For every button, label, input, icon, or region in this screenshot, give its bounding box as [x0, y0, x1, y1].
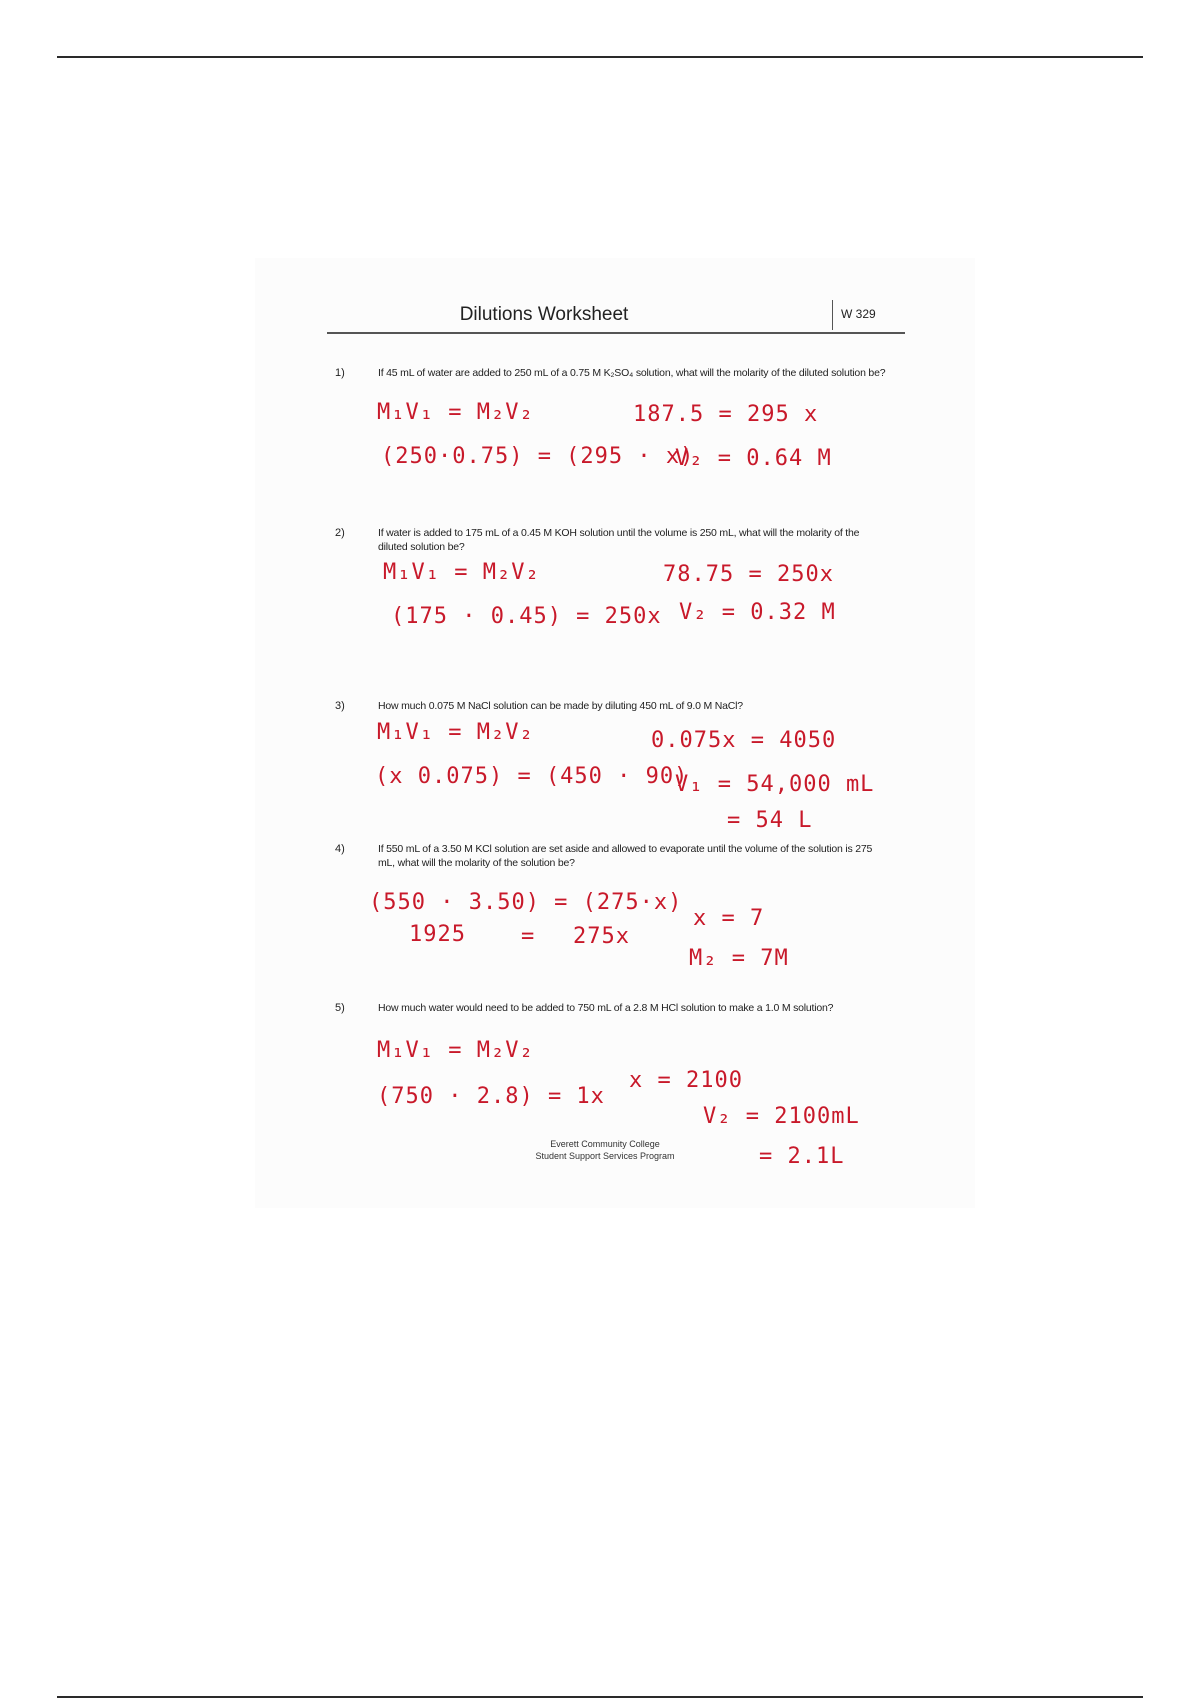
q5-work-x: x = 2100	[629, 1068, 743, 1093]
question-1-number: 1)	[335, 367, 345, 379]
question-4-text: If 550 mL of a 3.50 M KCl solution are set aside and allowed to evaporate until the volume of the solution is 275 mL, what will the molarity of the solution be?	[378, 843, 873, 869]
q2-work-eq: 78.75 = 250x	[663, 562, 834, 587]
q3-work-answer: V₁ = 54,000 mL	[675, 772, 875, 797]
footer-program: Student Support Services Program	[535, 1151, 675, 1161]
q5-work-answer-liters: = 2.1L	[759, 1144, 845, 1169]
title-underline	[327, 332, 905, 334]
question-5-number: 5)	[335, 1002, 345, 1014]
question-4-number: 4)	[335, 843, 345, 855]
q3-work-eq: 0.075x = 4050	[651, 728, 837, 753]
q2-work-formula: M₁V₁ = M₂V₂	[383, 560, 540, 585]
q5-work-setup: (750 · 2.8) = 1x	[377, 1084, 605, 1109]
q4-work-equals: =	[521, 924, 536, 949]
question-3-number: 3)	[335, 700, 345, 712]
q4-work-rhs: 275x	[573, 924, 630, 949]
question-2-number: 2)	[335, 527, 345, 539]
q1-work-formula: M₁V₁ = M₂V₂	[377, 400, 534, 425]
q2-work-answer: V₂ = 0.32 M	[679, 600, 836, 625]
q4-work-answer: M₂ = 7M	[689, 946, 789, 971]
q1-work-answer: V₂ = 0.64 M	[675, 446, 832, 471]
worksheet-title: Dilutions Worksheet	[459, 304, 629, 325]
q1-work-setup: (250·0.75) = (295 · x)	[381, 444, 695, 469]
question-1-text: If 45 mL of water are added to 250 mL of a 0.75 M K₂SO₄ solution, what will the molarity of the diluted solution be?	[378, 367, 886, 379]
page-bottom-rule	[57, 1696, 1143, 1698]
q5-work-answer: V₂ = 2100mL	[703, 1104, 860, 1129]
footer-college: Everett Community College	[550, 1139, 660, 1149]
worksheet-scan	[255, 258, 975, 1208]
question-2-text: If water is added to 175 mL of a 0.45 M KOH solution until the volume is 250 mL, what will the molarity of the diluted solution be?	[378, 527, 860, 553]
page-top-rule	[57, 56, 1143, 58]
worksheet-code-box	[832, 300, 903, 330]
q3-work-setup: (x 0.075) = (450 · 90)	[375, 764, 689, 789]
q2-work-setup: (175 · 0.45) = 250x	[391, 604, 662, 629]
q4-work-x: x = 7	[693, 906, 765, 931]
q3-work-formula: M₁V₁ = M₂V₂	[377, 720, 534, 745]
worksheet-code: W 329	[841, 307, 876, 321]
q4-work-product: 1925	[409, 922, 466, 947]
q4-work-setup: (550 · 3.50) = (275·x)	[369, 890, 683, 915]
q3-work-answer-liters: = 54 L	[727, 808, 813, 833]
q5-work-formula: M₁V₁ = M₂V₂	[377, 1038, 534, 1063]
q1-work-eq: 187.5 = 295 x	[633, 402, 819, 427]
question-5-text: How much water would need to be added to 750 mL of a 2.8 M HCl solution to make a 1.0 M solution?	[378, 1002, 834, 1014]
question-3-text: How much 0.075 M NaCl solution can be made by diluting 450 mL of 9.0 M NaCl?	[378, 700, 743, 712]
worksheet-footer	[505, 1138, 705, 1162]
